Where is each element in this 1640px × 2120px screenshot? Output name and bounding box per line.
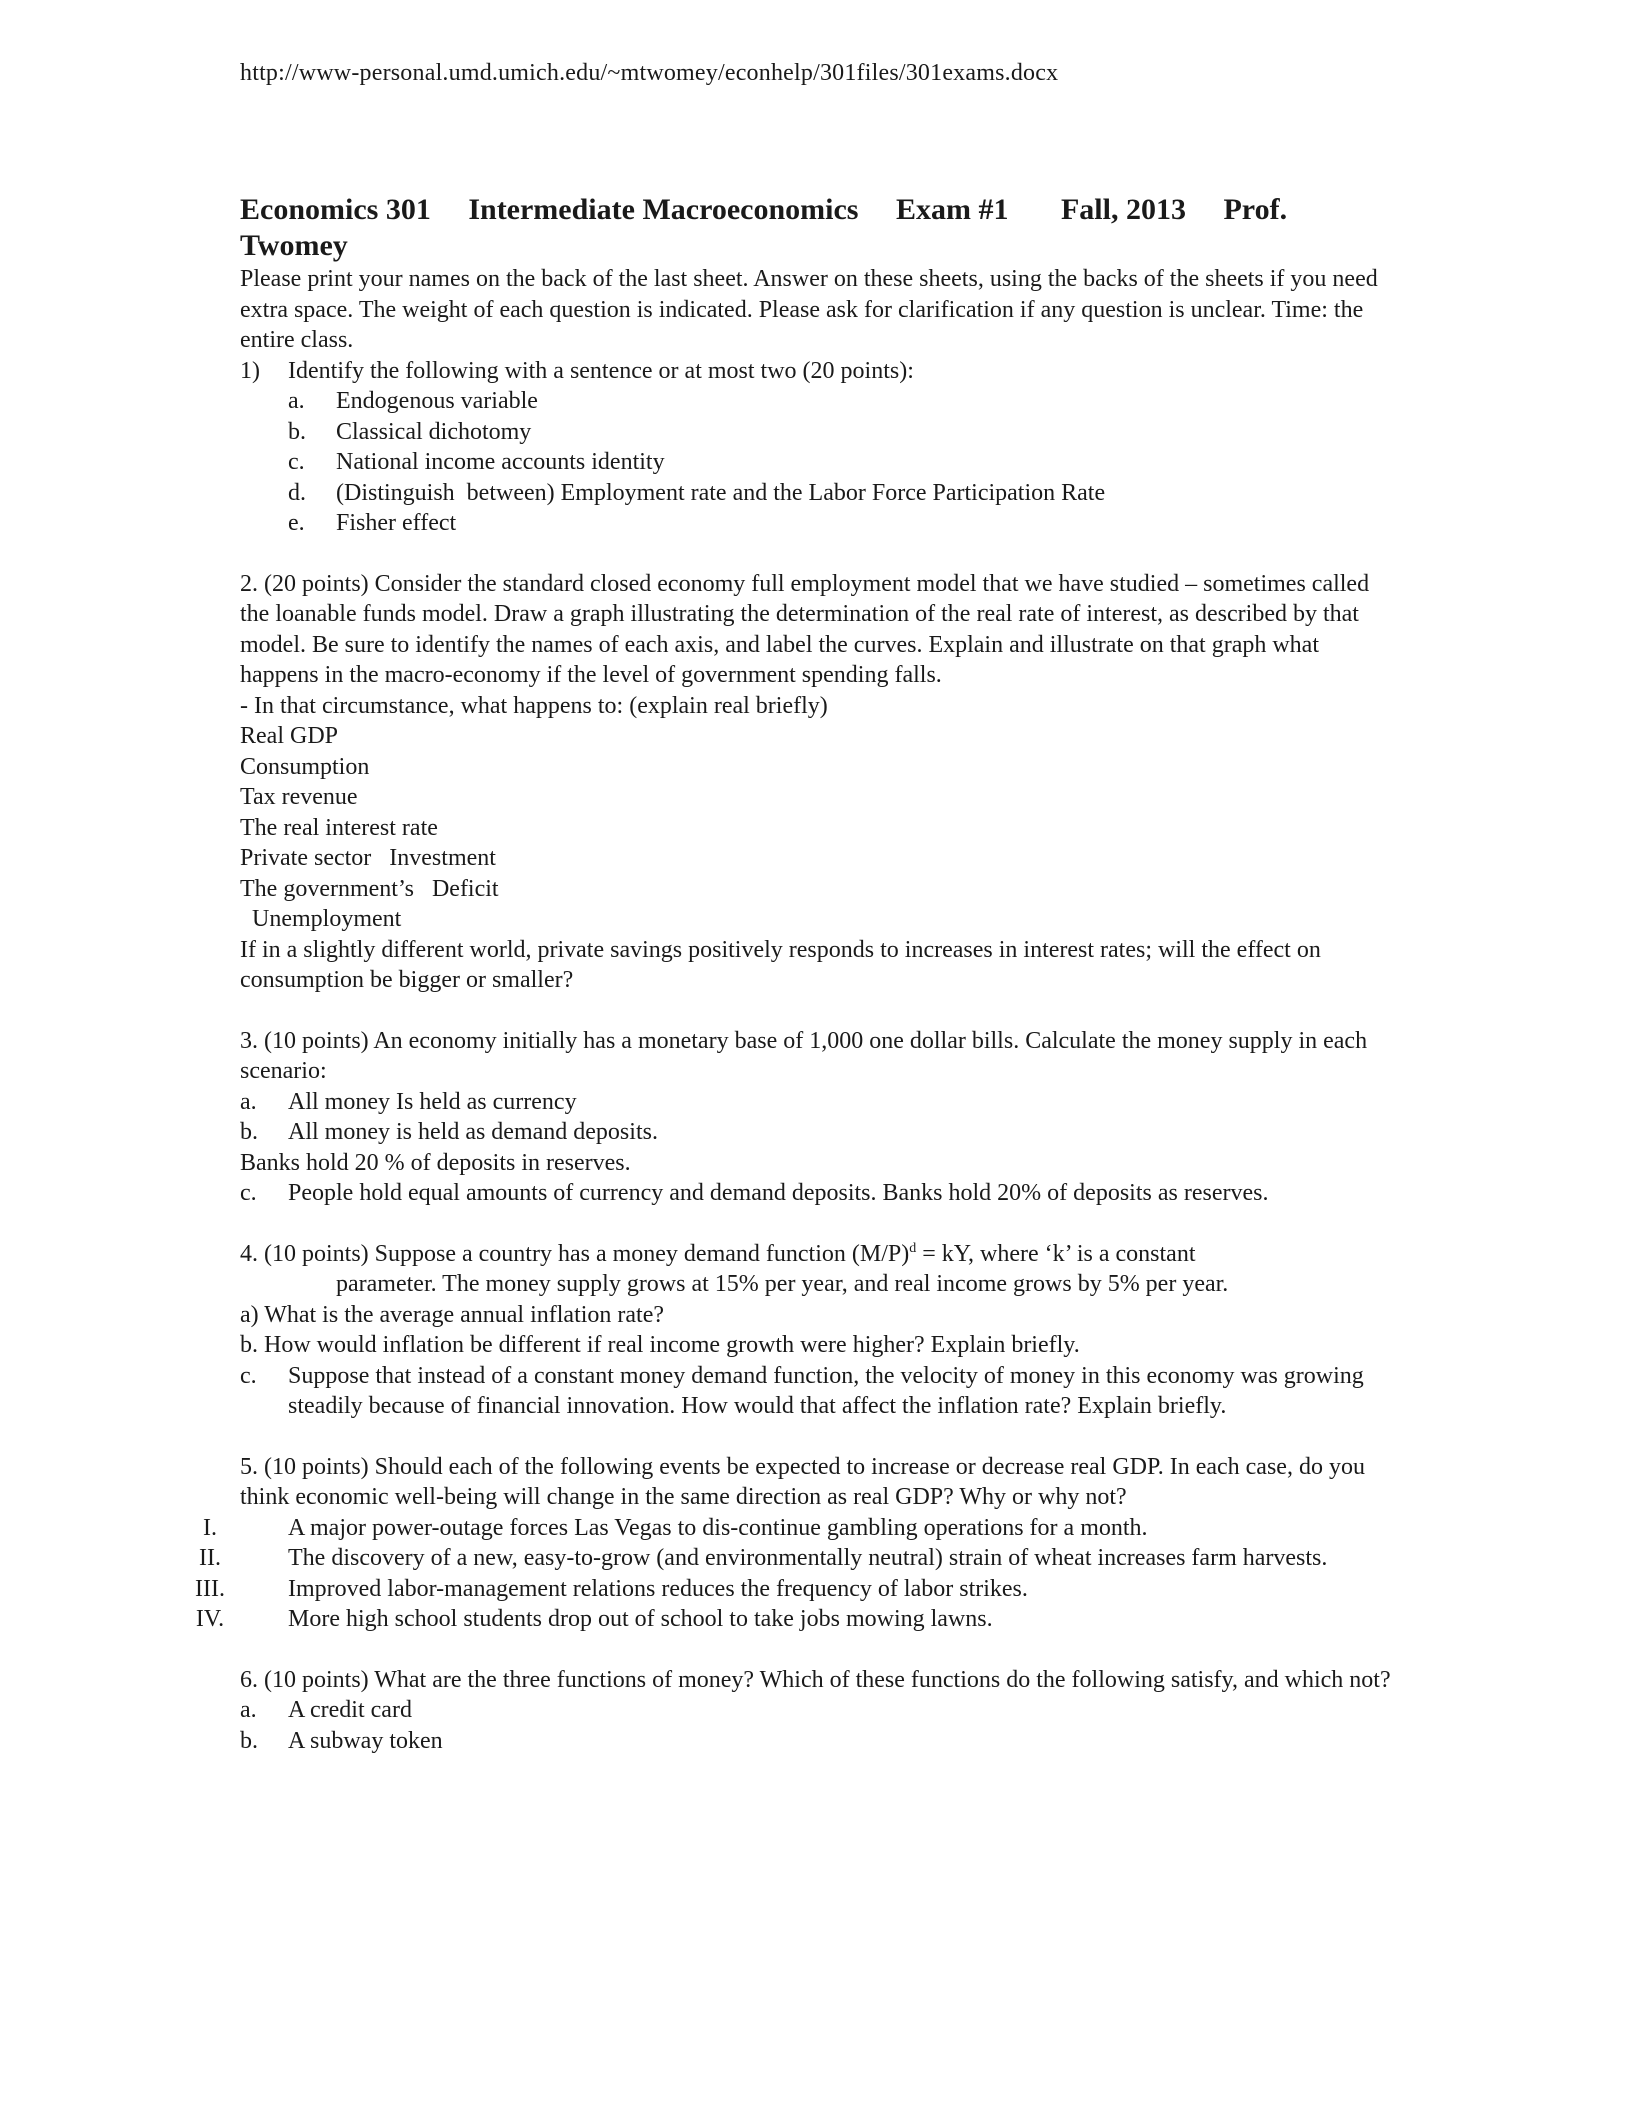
- list-item: [288, 508, 1400, 539]
- list-label: I.: [203, 1514, 217, 1541]
- list-text: National income accounts identity: [336, 449, 665, 475]
- exam-title: [240, 192, 1400, 264]
- list-text: The discovery of a new, easy-to-grow (and environmentally neutral) strain of wheat increases farm harvests.: [288, 1545, 1328, 1571]
- question-3: 3. (10 points) An economy initially has a monetary base of 1,000 one dollar bills. Calculate the money supply in each scenario:: [240, 1027, 1368, 1084]
- question-6: 6. (10 points) What are the three functions of money? Which of these functions do the following satisfy, and which not?: [240, 1666, 1391, 1693]
- list-label: III.: [195, 1575, 225, 1602]
- q1-items: [240, 386, 1400, 539]
- list-label: a.: [240, 1088, 257, 1115]
- list-text: All money is held as demand deposits.: [288, 1119, 658, 1145]
- list-label: d.: [288, 479, 306, 506]
- list-text: Suppose that instead of a constant money demand function, the velocity of money in this economy was growing steadily because of financial innovation. How would that affect the inflation rate? Explain briefly.: [288, 1362, 1364, 1419]
- instructions: Please print your names on the back of the last sheet. Answer on these sheets, using the backs of the sheets if you need extra space. The weight of each question is indicated. Please ask for clarification if any question is unclear. Time: the entire class.: [240, 266, 1378, 353]
- title-course: Economics 301: [240, 193, 431, 226]
- q4-lead-a: 4. (10 points) Suppose a country has a money demand function (M/P): [240, 1240, 910, 1267]
- title-exam: Exam #1: [895, 193, 1009, 226]
- list-text: A subway token: [288, 1727, 443, 1754]
- q2-item: The government’s Deficit: [240, 875, 499, 902]
- list-item: [199, 1543, 1400, 1574]
- q4-part-b: b. How would inflation be different if real income growth were higher? Explain briefly.: [240, 1332, 1080, 1358]
- q2-lead: - In that circumstance, what happens to: (explain real briefly): [240, 692, 828, 719]
- list-text: Classical dichotomy: [336, 418, 532, 445]
- list-item: [240, 1695, 1400, 1726]
- title-prof: Prof.: [1223, 193, 1288, 226]
- question-2: 2. (20 points) Consider the standard closed economy full employment model that we have studied – sometimes called the loanable funds model. Draw a graph illustrating the determination of the real rate of interest, as described by that model. Be sure to identify the names of each axis, and label the curves. Explain and illustrate on that graph what happens in the macro-economy if the level of government spending falls.: [240, 570, 1370, 688]
- list-label: a.: [240, 1697, 257, 1723]
- q2-item: The real interest rate: [240, 814, 438, 841]
- q2-item-unemployment: Unemployment: [252, 906, 402, 932]
- list-label: IV.: [195, 1606, 225, 1632]
- q3-note: Banks hold 20 % of deposits in reserves.: [240, 1149, 631, 1176]
- list-label: c.: [240, 1362, 257, 1389]
- list-label: a.: [288, 388, 305, 414]
- q2-item: Tax revenue: [240, 784, 358, 810]
- list-text: All money Is held as currency: [288, 1088, 577, 1115]
- list-text: A major power-outage forces Las Vegas to dis-continue gambling operations for a month.: [288, 1514, 1148, 1541]
- list-text: Fisher effect: [336, 510, 457, 536]
- list-item: [240, 1361, 1400, 1422]
- list-item: [288, 386, 1400, 417]
- question-4: [240, 1239, 1400, 1270]
- title-name: Twomey: [240, 229, 348, 262]
- question-1: [240, 356, 1400, 387]
- list-text: (Distinguish between) Employment rate and the Labor Force Participation Rate: [336, 479, 1106, 506]
- list-label: c.: [240, 1180, 257, 1206]
- exam-content: [195, 192, 1400, 1756]
- list-item: [203, 1513, 1400, 1544]
- q4-continuation: parameter. The money supply grows at 15% per year, and real income grows by 5% per year.: [336, 1271, 1229, 1297]
- list-item: [288, 478, 1400, 509]
- source-url: http://www-personal.umd.umich.edu/~mtwomey/econhelp/301files/301exams.docx: [240, 60, 1059, 86]
- list-label: b.: [240, 1119, 258, 1145]
- list-item: [288, 417, 1400, 448]
- q2-item: Real GDP: [240, 723, 338, 749]
- q2-item: Consumption: [240, 753, 370, 780]
- list-label: b.: [288, 418, 306, 445]
- list-item: [240, 1178, 1400, 1209]
- list-text: A credit card: [288, 1697, 412, 1723]
- question-5: 5. (10 points) Should each of the following events be expected to increase or decrease real GDP. In each case, do you think economic well-being will change in the same direction as real GDP? Why or why not?: [240, 1453, 1365, 1510]
- list-label: c.: [288, 449, 305, 475]
- q1-text: Identify the following with a sentence or at most two (20 points):: [288, 357, 914, 384]
- list-text: Improved labor-management relations reduces the frequency of labor strikes.: [288, 1575, 1028, 1602]
- q5-items: [195, 1513, 1400, 1635]
- list-label: II.: [199, 1545, 221, 1571]
- list-text: Endogenous variable: [336, 388, 538, 414]
- q4-part-a: a) What is the average annual inflation rate?: [240, 1301, 665, 1328]
- list-item: [195, 1604, 1400, 1635]
- q4-superscript: d: [909, 1240, 917, 1256]
- list-item: [240, 1726, 1400, 1757]
- list-text: People hold equal amounts of currency and demand deposits. Banks hold 20% of deposits as reserves.: [288, 1180, 1269, 1206]
- list-item: [288, 447, 1400, 478]
- q4-lead-b: = kY, where ‘k’ is a constant: [916, 1240, 1196, 1267]
- list-item: [240, 1117, 1400, 1148]
- list-item: [195, 1574, 1400, 1605]
- q2-followup: If in a slightly different world, private savings positively responds to increases in interest rates; will the effect on consumption be bigger or smaller?: [240, 936, 1321, 993]
- list-label: e.: [288, 510, 305, 536]
- title-subject: Intermediate Macroeconomics: [468, 193, 859, 226]
- list-text: More high school students drop out of school to take jobs mowing lawns.: [288, 1606, 993, 1632]
- title-term: Fall, 2013: [1060, 193, 1186, 226]
- list-label: b.: [240, 1727, 258, 1754]
- q2-item: Private sector Investment: [240, 845, 496, 871]
- list-item: [240, 1087, 1400, 1118]
- q1-number: 1): [240, 357, 260, 384]
